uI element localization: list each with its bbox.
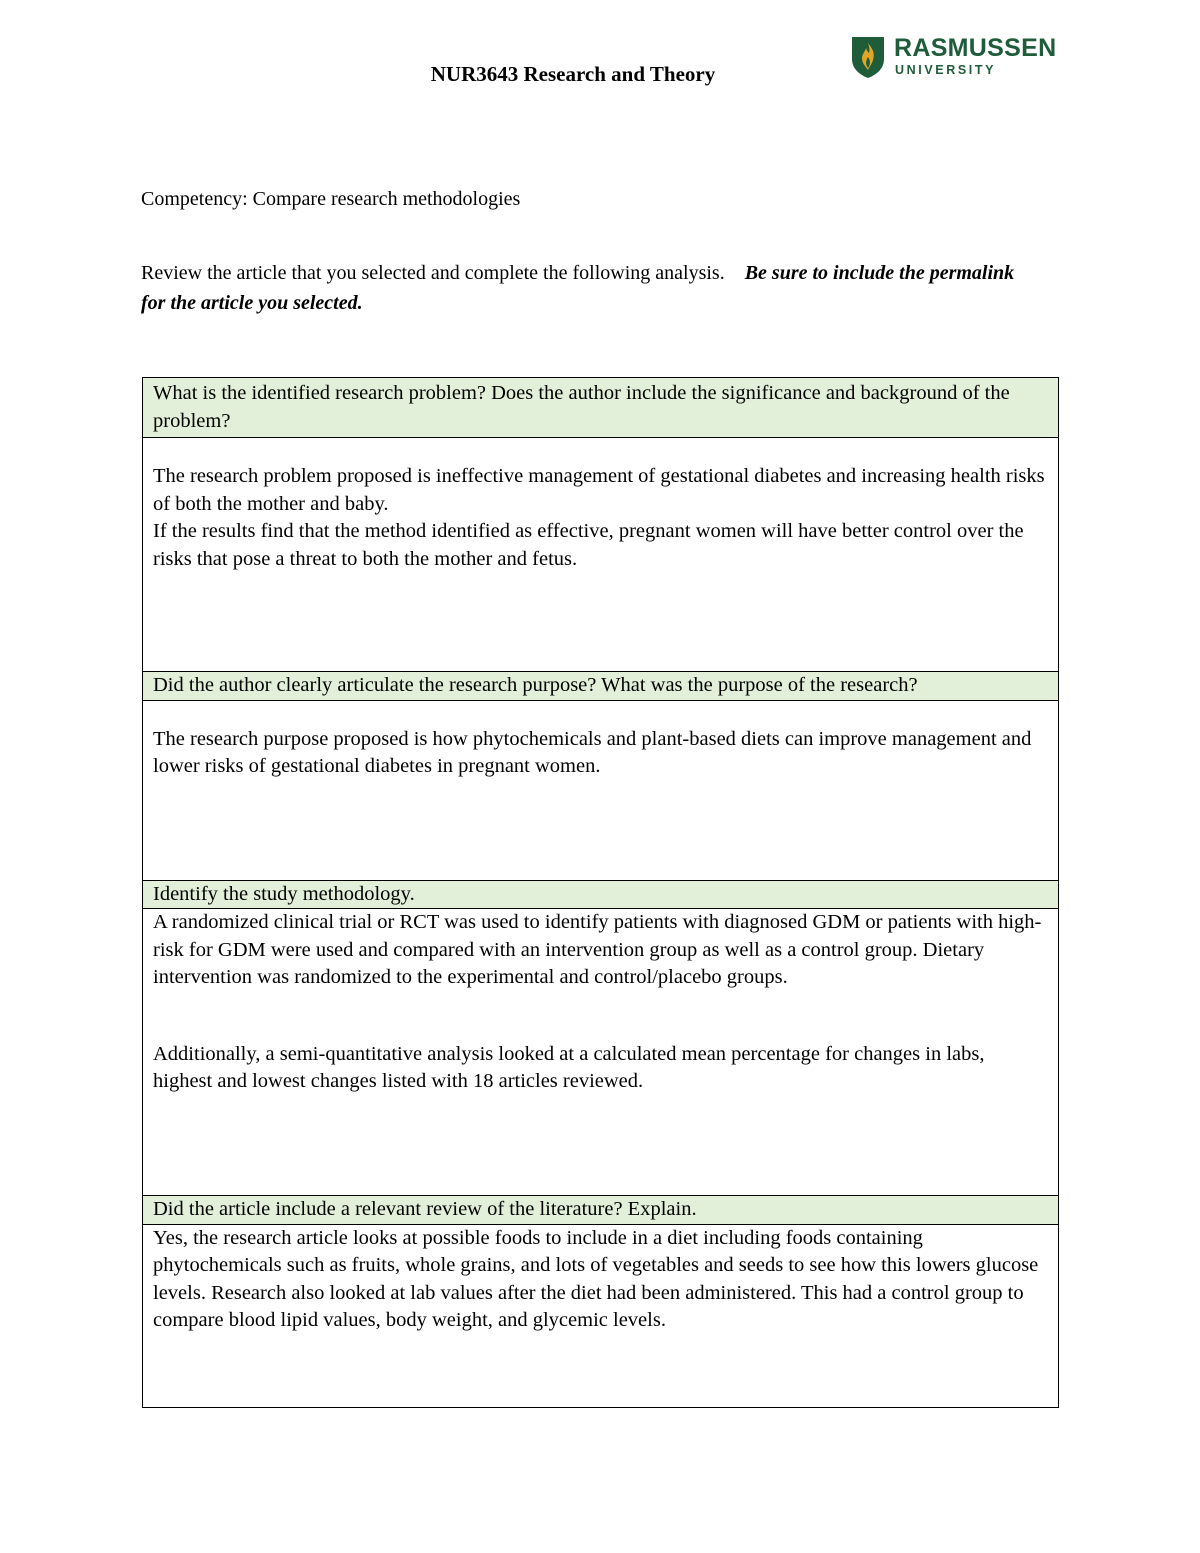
flame-shield-icon bbox=[850, 35, 886, 79]
question-cell-methodology: Identify the study methodology. bbox=[143, 880, 1059, 909]
answer-text: The research purpose proposed is how phytochemicals and plant-based diets can improve management and lower risks of gestational diabetes in pregnant women. bbox=[153, 727, 1032, 777]
answer-text: Yes, the research article looks at possible foods to include in a diet including foods containing phytochemicals such as fruits, whole grains, and lots of vegetables and seeds to see how this lowers glucose levels. Research also looked at lab values after the diet had been administered. This had a control group to compare blood lipid values, body weight, and glycemic levels. bbox=[153, 1226, 1039, 1331]
university-logo bbox=[848, 34, 1063, 82]
answer-row bbox=[143, 1224, 1059, 1407]
question-row bbox=[143, 672, 1059, 701]
answer-text: The research problem proposed is ineffective management of gestational diabetes and increasing health risks of both the mother and baby. If the results find that the method identified as effective, pregnant women will have better control over the risks that pose a threat to both the mother and fetus. bbox=[153, 465, 1045, 570]
instructions-emphasis: Be sure to include the permalink for the article you selected. bbox=[141, 262, 1015, 314]
answer-text-extra: Additionally, a semi-quantitative analysis looked at a calculated mean percentage for changes in labs, highest and lowest changes listed with 18 articles reviewed. bbox=[153, 1042, 985, 1092]
answer-row bbox=[143, 909, 1059, 1196]
question-row bbox=[143, 1196, 1059, 1225]
question-cell-purpose: Did the author clearly articulate the research purpose? What was the purpose of the research? bbox=[143, 672, 1059, 701]
question-cell-problem: What is the identified research problem? Does the author include the significance and background of the problem? bbox=[143, 378, 1059, 438]
answer-cell-literature[interactable] bbox=[143, 1224, 1059, 1407]
answer-row bbox=[143, 700, 1059, 880]
instructions-text: Review the article that you selected and complete the following analysis. bbox=[141, 262, 725, 284]
logo-subtitle: UNIVERSITY bbox=[895, 63, 997, 77]
question-row bbox=[143, 880, 1059, 909]
analysis-table bbox=[142, 377, 1059, 1408]
answer-cell-methodology[interactable] bbox=[143, 909, 1059, 1196]
instructions bbox=[141, 258, 1041, 318]
logo-name: RASMUSSEN bbox=[894, 34, 1057, 62]
question-row bbox=[143, 378, 1059, 438]
question-cell-literature: Did the article include a relevant review of the literature? Explain. bbox=[143, 1196, 1059, 1225]
answer-text: A randomized clinical trial or RCT was used to identify patients with diagnosed GDM or patients with high-risk for GDM were used and compared with an intervention group as well as a control group. Dietary intervention was randomized to the experimental and control/placebo groups. bbox=[153, 911, 1042, 988]
answer-cell-purpose[interactable] bbox=[143, 700, 1059, 880]
answer-cell-problem[interactable] bbox=[143, 438, 1059, 672]
page-title: NUR3643 Research and Theory bbox=[430, 62, 716, 86]
competency-line: Competency: Compare research methodologies bbox=[141, 188, 521, 210]
answer-row bbox=[143, 438, 1059, 672]
